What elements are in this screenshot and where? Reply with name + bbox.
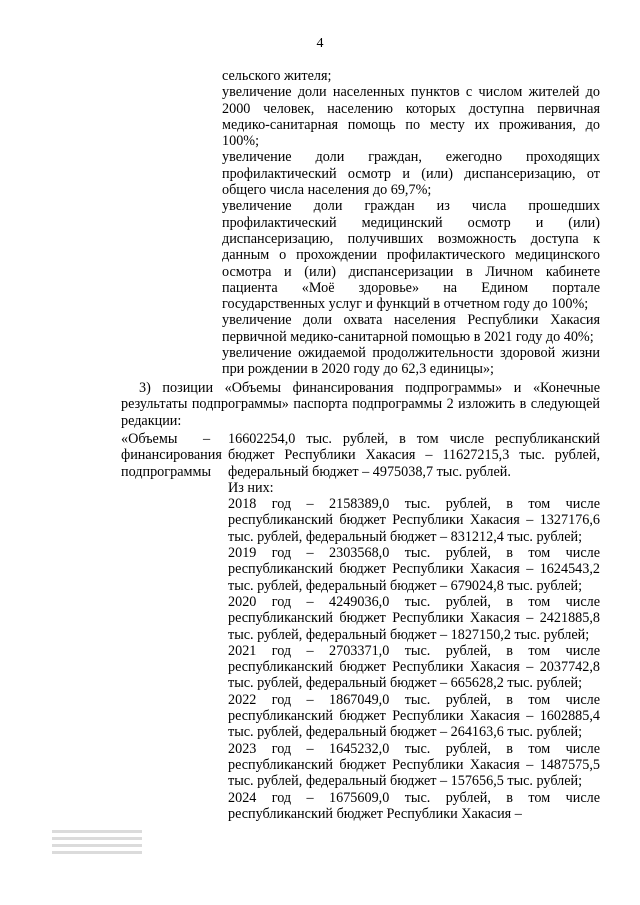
faded-stamp: [52, 826, 142, 866]
funding-year: 2023 год – 1645232,0 тыс. рублей, в том числе республиканский бюджет Республики Хакасия – 1487575,5 тыс. рублей, федеральный бюджет – 157656,5 тыс. рублей;: [228, 740, 600, 790]
indicator-paragraph: увеличение доли охвата населения Республики Хакасия первичной медико-санитарной помощью в 2021 году до 40%;: [222, 312, 600, 345]
funding-label-dash: –: [203, 431, 211, 447]
funding-year: 2018 год – 2158389,0 тыс. рублей, в том числе республиканский бюджет Республики Хакасия – 1327176,6 тыс. рублей, федеральный бюджет – 831212,4 тыс. рублей;: [228, 496, 600, 545]
indicators-list: [222, 68, 600, 378]
funding-year: 2021 год – 2703371,0 тыс. рублей, в том числе республиканский бюджет Республики Хакасия – 2037742,8 тыс. рублей, федеральный бюджет – 665628,2 тыс. рублей;: [228, 642, 600, 692]
indicator-paragraph: увеличение доли граждан, ежегодно проходящих профилактический осмотр и (или) диспансеризацию, от общего числа населения до 69,7%;: [222, 149, 600, 199]
funding-year: 2019 год – 2303568,0 тыс. рублей, в том числе республиканский бюджет Республики Хакасия – 1624543,2 тыс. рублей, федеральный бюджет – 679024,8 тыс. рублей;: [228, 545, 600, 594]
funding-year: 2024 год – 1675609,0 тыс. рублей, в том числе республиканский бюджет Республики Хакасия –: [228, 789, 600, 822]
funding-details: [228, 431, 600, 822]
indicator-paragraph: увеличение ожидаемой продолжительности здоровой жизни при рождении в 2020 году до 62,3 единицы»;: [222, 345, 600, 378]
funding-label-line: «Объемы: [121, 431, 178, 447]
funding-label-line: финансирования: [121, 447, 222, 464]
funding-year: 2022 год – 1867049,0 тыс. рублей, в том числе республиканский бюджет Республики Хакасия – 1602885,4 тыс. рублей, федеральный бюджет – 264163,6 тыс. рублей;: [228, 691, 600, 741]
item-3-paragraph: [121, 380, 600, 429]
of-them-label: Из них:: [228, 479, 274, 496]
funding-total: 16602254,0 тыс. рублей, в том числе республиканский бюджет Республики Хакасия – 11627215,3 тыс. рублей, федеральный бюджет – 4975038,7 тыс. рублей.: [228, 431, 600, 480]
indicator-paragraph: увеличение доли населенных пунктов с числом жителей до 2000 человек, населению которых доступна первичная медико-санитарная помощь по месту их проживания, до 100%;: [222, 84, 600, 150]
page-number: 4: [316, 36, 324, 51]
indicator-paragraph: увеличение доли граждан из числа прошедших профилактический медицинский осмотр и (или) диспансеризацию, получивших возможность доступа к данным о прохождении профилактического медицинского осмотра и (или) диспансеризации в Личном кабинете пациента «Моё здоровье» на Едином портале государственных услуг и функций в отчетном году до 100%;: [222, 198, 600, 313]
funding-year: 2020 год – 4249036,0 тыс. рублей, в том числе республиканский бюджет Республики Хакасия – 2421885,8 тыс. рублей, федеральный бюджет – 1827150,2 тыс. рублей;: [228, 593, 600, 643]
funding-label-line: подпрограммы: [121, 463, 211, 480]
indicator-paragraph: сельского жителя;: [222, 68, 332, 84]
item-3-text: 3) позиции «Объемы финансирования подпрограммы» и «Конечные результаты подпрограммы» паспорта подпрограммы 2 изложить в следующей редакции:: [121, 380, 600, 429]
